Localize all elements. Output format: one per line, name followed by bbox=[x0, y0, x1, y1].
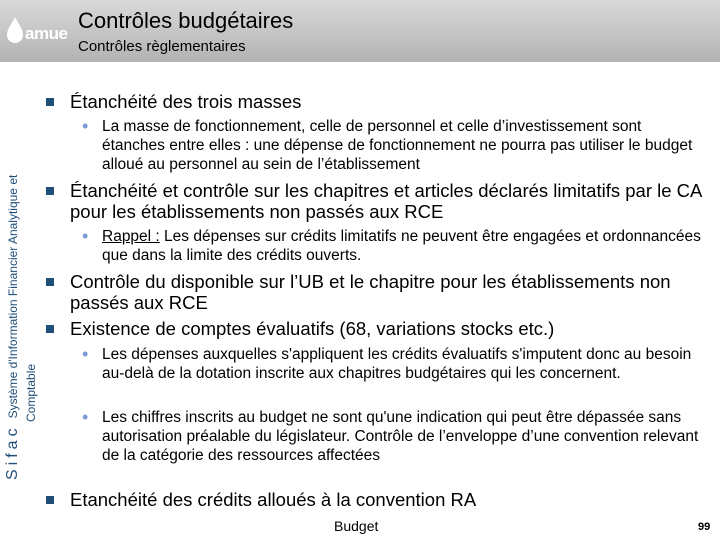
square-bullet-icon bbox=[46, 187, 54, 195]
square-bullet-icon bbox=[46, 325, 54, 333]
sidebar-line-1: Système d'Information Financier Analytique et bbox=[6, 174, 20, 419]
vertical-sidebar-text bbox=[0, 0, 44, 480]
bullet-dot-icon: • bbox=[82, 407, 89, 427]
bullet-dot-icon: • bbox=[82, 344, 89, 364]
square-bullet-icon bbox=[46, 278, 54, 286]
rappel-label: Rappel : bbox=[102, 228, 160, 245]
square-bullet-icon bbox=[46, 98, 54, 106]
slide-title: Contrôles budgétaires bbox=[78, 8, 294, 33]
sifac-brand: Sifac bbox=[4, 424, 21, 480]
page-number: 99 bbox=[698, 521, 711, 533]
bullet-dot-icon: • bbox=[82, 226, 89, 246]
sidebar-line-2: Comptable bbox=[24, 363, 38, 422]
footer-label: Budget bbox=[334, 518, 379, 534]
slide-subtitle: Contrôles règlementaires bbox=[78, 38, 246, 55]
header-bar bbox=[0, 0, 720, 62]
bullet-dot-icon: • bbox=[82, 116, 89, 136]
logo-text: amue bbox=[25, 24, 68, 43]
square-bullet-icon bbox=[46, 496, 54, 504]
